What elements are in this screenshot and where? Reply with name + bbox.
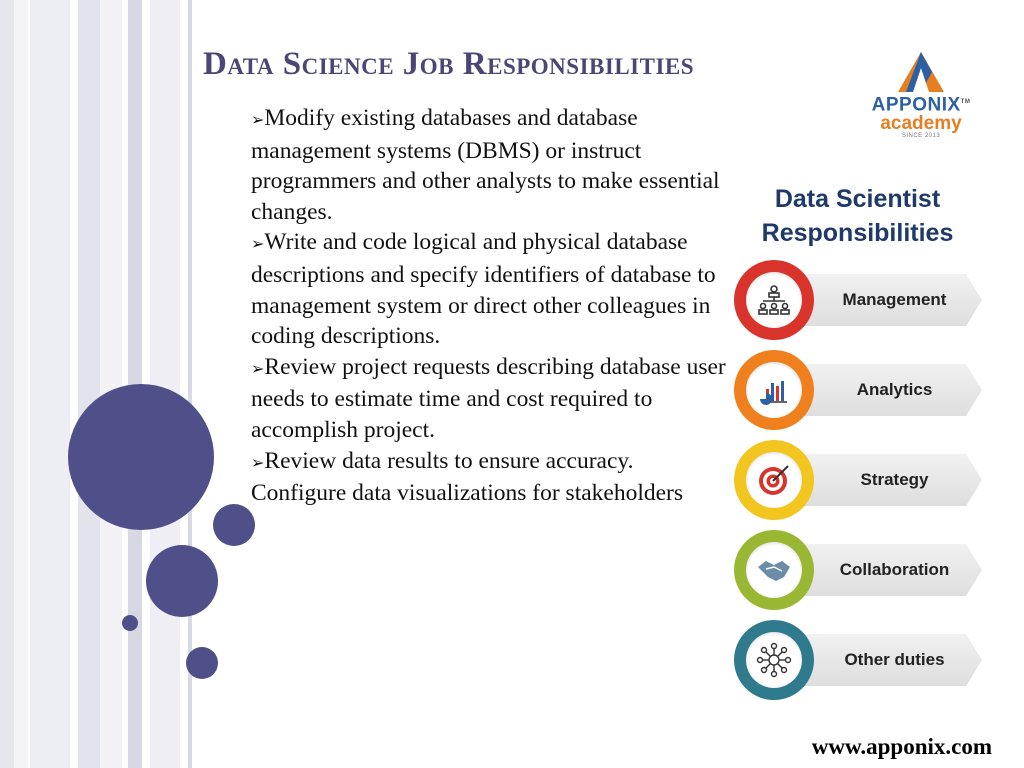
responsibility-collaboration bbox=[732, 530, 984, 612]
responsibility-label: Other duties bbox=[844, 650, 945, 669]
responsibility-other-duties bbox=[732, 620, 984, 702]
extra-line: Configure data visualizations for stakeholders bbox=[251, 480, 684, 507]
network-icon bbox=[756, 642, 792, 678]
decorative-stripes bbox=[0, 0, 196, 768]
responsibility-strategy bbox=[732, 440, 984, 522]
bullet-item: ➢Write and code logical and physical database descriptions and specify identifiers of database to management system or direct other colleagues in coding descriptions. bbox=[251, 229, 716, 350]
arrow-bullet-icon: ➢ bbox=[251, 234, 265, 254]
responsibility-label: Strategy bbox=[860, 470, 929, 489]
ring bbox=[734, 530, 814, 610]
responsibility-label: Management bbox=[842, 290, 947, 309]
arrow-bullet-icon: ➢ bbox=[251, 452, 265, 472]
ring bbox=[734, 440, 814, 520]
logo-since: SINCE 2013 bbox=[901, 133, 941, 140]
apponix-logo bbox=[866, 52, 976, 148]
infographic-title: Data Scientist Responsibilities bbox=[761, 185, 954, 247]
logo-mark-icon bbox=[898, 52, 944, 92]
ring bbox=[734, 260, 814, 340]
decorative-circle-medium bbox=[146, 545, 218, 617]
target-icon bbox=[756, 462, 792, 498]
bullet-item: ➢Review project requests describing database user needs to estimate time and cost required to accomplish project. bbox=[251, 353, 726, 443]
responsibility-analytics bbox=[732, 350, 984, 432]
logo-subtitle: academy bbox=[880, 113, 962, 135]
responsibility-label: Analytics bbox=[856, 380, 933, 399]
decorative-circle-tiny bbox=[122, 615, 138, 631]
chart-icon bbox=[757, 373, 791, 407]
arrow-bullet-icon: ➢ bbox=[251, 358, 265, 378]
logo-wordmark: APPONIX™ bbox=[871, 94, 971, 116]
slide-title: Data Science Job Responsibilities bbox=[203, 46, 695, 82]
ring bbox=[734, 620, 814, 700]
hierarchy-icon bbox=[757, 283, 791, 317]
decorative-circle-small-2 bbox=[186, 647, 218, 679]
arrow-bullet-icon: ➢ bbox=[251, 110, 265, 129]
responsibility-label: Collaboration bbox=[839, 560, 950, 579]
bullet-item: ➢Review data results to ensure accuracy. bbox=[251, 447, 634, 474]
bullet-list bbox=[251, 103, 751, 509]
decorative-circle-large bbox=[68, 384, 214, 530]
decorative-circle-small bbox=[213, 504, 255, 546]
bullet-item: ➢Modify existing databases and database management systems (DBMS) or instruct programmers and other analysts to make essential changes. bbox=[251, 105, 720, 225]
responsibility-management bbox=[732, 260, 984, 342]
footer-website: www.apponix.com bbox=[811, 734, 992, 759]
handshake-icon bbox=[756, 555, 792, 585]
ring bbox=[734, 350, 814, 430]
